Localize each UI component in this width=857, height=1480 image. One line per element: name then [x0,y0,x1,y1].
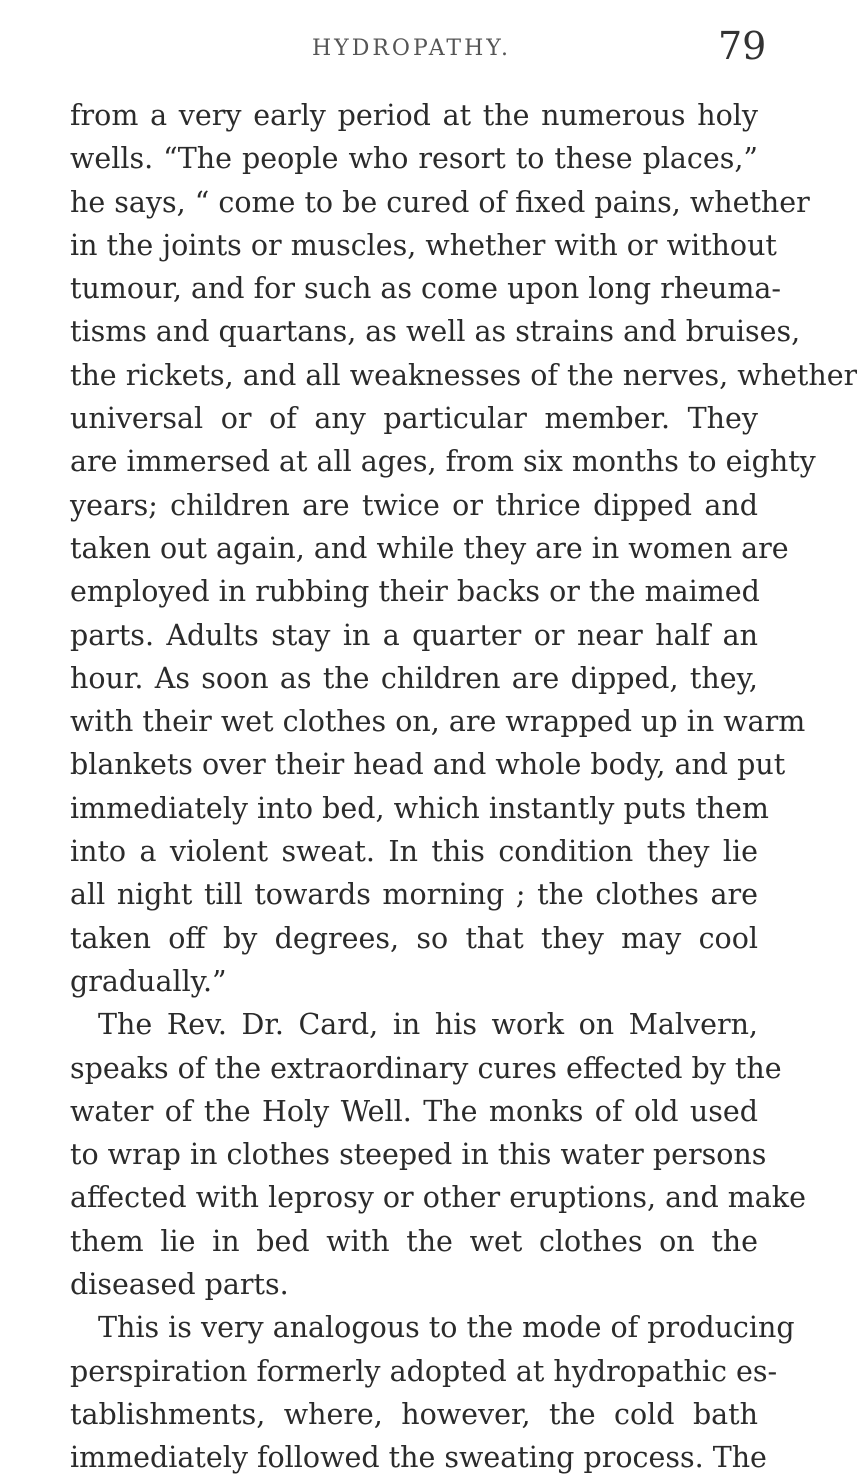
text-line: The Rev. Dr. Card, in his work on Malvern, [98,1008,758,1042]
text-line: universal or of any particular member. They [70,402,758,436]
text-line: years; children are twice or thrice dipped and [70,488,758,522]
text-line: in the joints or muscles, whether with or without [70,228,777,262]
text-line: immediately into bed, which instantly puts them [70,791,769,825]
body-text [70,94,857,1480]
text-line: parts. Adults stay in a quarter or near half an [70,618,758,652]
text-line: tisms and quartans, as well as strains and bruises, [70,315,801,349]
text-line: from a very early period at the numerous holy [70,99,758,132]
text-line: hour. As soon as the children are dipped, they, [70,661,758,695]
text-line: tablishments, where, however, the cold bath [70,1397,758,1431]
text-line: speaks of the extraordinary cures effected by the [70,1051,782,1085]
text-line: water of the Holy Well. The monks of old used [70,1094,758,1128]
text-line: with their wet clothes on, are wrapped up in warm [70,705,806,739]
text-line: are immersed at all ages, from six months to eighty [70,445,816,479]
text-line: perspiration formerly adopted at hydropathic es- [70,1354,778,1388]
text-line: taken off by degrees, so that they may cool [70,921,758,955]
text-line: blankets over their head and whole body, and put [70,748,786,782]
text-line: employed in rubbing their backs or the maimed [70,575,760,609]
text-line: wells. “The people who resort to these places,” [70,142,758,176]
text-line: to wrap in clothes steeped in this water persons [70,1138,767,1172]
text-line: he says, “ come to be cured of fixed pains, whether [70,185,810,219]
page-number: 79 [718,24,767,68]
text-line: taken out again, and while they are in women are [70,531,789,565]
text-line: tumour, and for such as come upon long rheuma- [70,272,782,306]
running-head: HYDROPATHY. [312,36,511,61]
text-line: diseased parts. [70,1268,289,1302]
text-line: immediately followed the sweating process. The [70,1441,767,1475]
page-header [0,20,800,80]
text-line: the rickets, and all weaknesses of the nerves, whether [70,358,857,392]
text-line: gradually.” [70,964,227,998]
text-line: This is very analogous to the mode of producing [98,1311,795,1345]
text-line: all night till towards morning ; the clothes are [70,878,758,912]
text-line: them lie in bed with the wet clothes on the [70,1224,758,1258]
text-line: into a violent sweat. In this condition they lie [70,835,758,869]
text-line: affected with leprosy or other eruptions, and make [70,1181,806,1215]
